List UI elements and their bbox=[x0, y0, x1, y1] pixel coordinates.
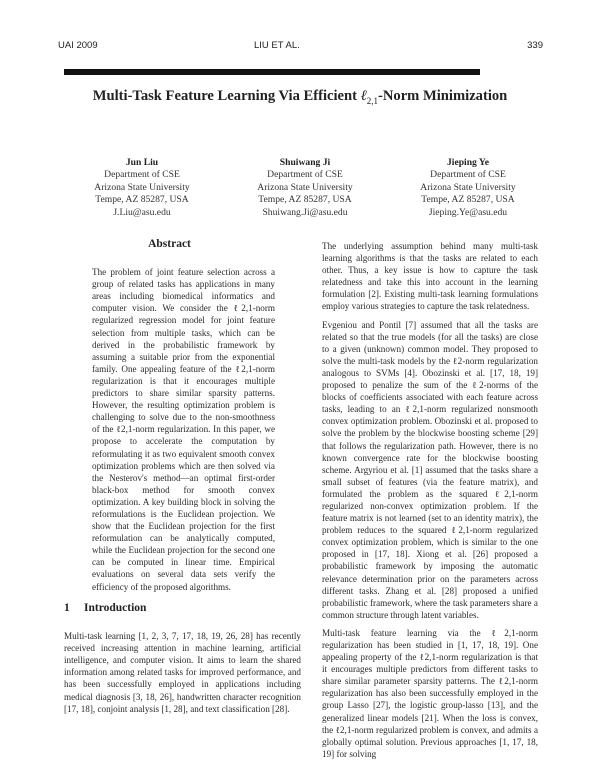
body-paragraph: Evgeniou and Pontil [7] assumed that all the tasks are related so that the true models (for all the tasks) are close to a given (unknown) common model. They proposed to solve the multi-task models by the ℓ2-norm regularization analogous to SVMs [4]. Obozinski et al. [17, 18, 19] proposed to penalize the sum of the ℓ2-norms of the blocks of coefficients associated with each feature across tasks, leading to an ℓ2,1-norm regularized nonsmooth convex optimization problem. Obozinski et al. proposed to solve the problem by the blockwise boosting scheme [29] that follows the regularization path. However, there is no known convergence rate for the blockwise boosting scheme. Argyriou et al. [1] assumed that the tasks share a small subset of features (via the feature matrix), and formulated the problem as the squared ℓ2,1-norm regularized non-convex optimization problem. If the feature matrix is not learned (set to an identity matrix), the problem reduces to the squared ℓ2,1-norm regularized convex optimization problem, which is similar to the one proposed in [17, 18]. Xiong et al. [26] proposed a probabilistic framework by imposing the automatic relevance determination prior on the parameters across different tasks. Zhang et al. [28] proposed a unified probabilistic framework, where the task parameters share a common structure through latent variables. bbox=[322, 319, 538, 620]
venue-label: UAI 2009 bbox=[58, 40, 98, 51]
author-univ: Arizona State University bbox=[420, 181, 516, 193]
author-univ: Arizona State University bbox=[257, 181, 353, 193]
section-number: 1 bbox=[64, 602, 70, 614]
author-dept: Department of CSE bbox=[104, 169, 180, 181]
author-block bbox=[62, 157, 548, 219]
author-name: Shuiwang Ji bbox=[279, 157, 331, 168]
author-dept: Department of CSE bbox=[267, 169, 343, 181]
section-heading bbox=[64, 602, 301, 614]
author-name: Jun Liu bbox=[125, 157, 159, 168]
author-2 bbox=[225, 157, 385, 219]
author-address: Tempe, AZ 85287, USA bbox=[421, 194, 515, 206]
section-title: Introduction bbox=[84, 602, 147, 614]
title-part-1: Multi-Task Feature Learning Via Efficient bbox=[92, 88, 361, 104]
abstract-section bbox=[64, 238, 275, 593]
body-paragraph: Multi-task feature learning via the ℓ2,1-norm regularization has been studied in [1, 17, 18, 19]. One appealing property of the ℓ2,1-norm regularization is that it encourages multiple predictors from different tasks to share similar parameter sparsity patterns. The ℓ2,1-norm regularization has also been successfully employed in the group Lasso [27], the logistic group-lasso [13], and the generalized linear models [21]. When the loss is convex, the ℓ2,1-norm regularized problem is convex, and admits a globally optimal solution. Previous approaches [1, 17, 18, 19] for solving bbox=[322, 627, 538, 759]
author-email[interactable]: J.Liu@asu.edu bbox=[113, 206, 171, 218]
author-1 bbox=[62, 157, 222, 219]
norm-subscript: 2,1 bbox=[366, 95, 378, 106]
author-3 bbox=[388, 157, 548, 219]
paper-title bbox=[0, 88, 600, 106]
author-address: Tempe, AZ 85287, USA bbox=[95, 194, 189, 206]
running-authors: LIU ET AL. bbox=[254, 40, 300, 51]
header-rule bbox=[64, 69, 480, 75]
author-univ: Arizona State University bbox=[94, 181, 190, 193]
norm-symbol: ℓ bbox=[360, 88, 367, 104]
introduction-section bbox=[64, 602, 301, 721]
intro-paragraph: Multi-task learning [1, 2, 3, 7, 17, 18, 19, 26, 28] has recently received increasing attention in machine learning, artificial intelligence, and computer vision. It aims to learn the shared information among related tasks for improved performance, and has been successfully employed in applications including medical diagnosis [3, 18, 26], handwritten character recognition [17, 18], conjoint analysis [1, 28], and text classification [28]. bbox=[64, 631, 301, 714]
body-paragraph: The underlying assumption behind many multi-task learning algorithms is that the tasks are related to each other. Thus, a key issue is how to capture the task relatedness and take this into account in the learning formulation [2]. Existing multi-task learning formulations employ various strategies to capture the task relatedness. bbox=[322, 241, 538, 312]
page-number: 339 bbox=[527, 40, 543, 51]
abstract-text: The problem of joint feature selection across a group of related tasks has applications in many areas including biomedical informatics and computer vision. We consider the ℓ2,1-norm regularized regression model for joint feature selection from multiple tasks, which can be derived in the probabilistic framework by assuming a suitable prior from the exponential family. One appealing feature of the ℓ2,1-norm regularization is that it encourages multiple predictors to share similar sparsity patterns. However, the resulting optimization problem is challenging to solve due to the non-smoothness of the ℓ2,1-norm regularization. In this paper, we propose to accelerate the computation by reformulating it as two equivalent smooth convex optimization problems which are then solved via the Nesterov's method—an optimal first-order black-box method for smooth convex optimization. A key building block in solving the reformulations is the Euclidean projection. We show that the Euclidean projection for the first reformulation can be analytically computed, while the Euclidean projection for the second one can be computed in linear time. Empirical evaluations on several data sets verify the efficiency of the proposed algorithms. bbox=[92, 267, 275, 592]
title-part-2: -Norm Minimization bbox=[378, 88, 508, 104]
author-email[interactable]: Shuiwang.Ji@asu.edu bbox=[262, 206, 348, 218]
author-email[interactable]: Jieping.Ye@asu.edu bbox=[428, 206, 508, 218]
right-column bbox=[322, 240, 538, 766]
author-address: Tempe, AZ 85287, USA bbox=[258, 194, 352, 206]
abstract-heading: Abstract bbox=[148, 238, 191, 250]
author-name: Jieping Ye bbox=[446, 157, 490, 168]
author-dept: Department of CSE bbox=[430, 169, 506, 181]
running-head bbox=[58, 40, 543, 54]
